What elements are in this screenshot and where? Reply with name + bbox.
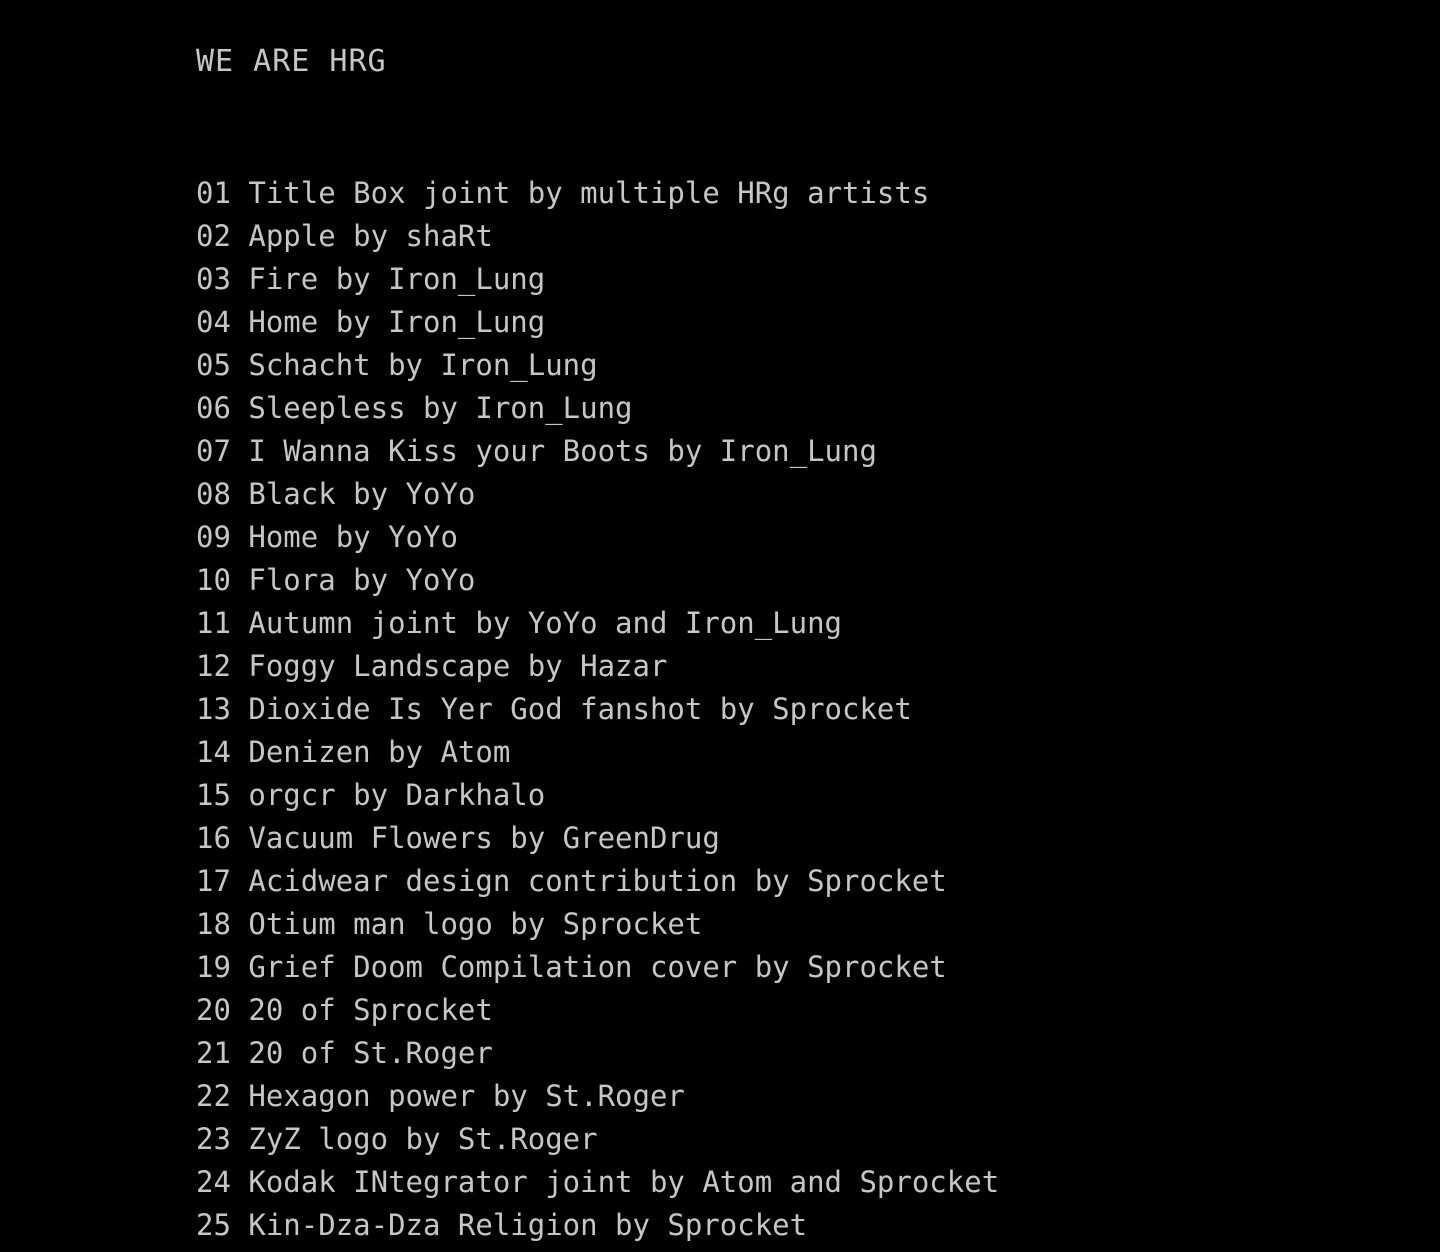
list-item-label: Vacuum Flowers by GreenDrug (248, 821, 720, 855)
list-item-label: Autumn joint by YoYo and Iron_Lung (248, 606, 843, 640)
list-item-label: orgcr by Darkhalo (248, 778, 546, 812)
list-item (196, 344, 999, 387)
list-item-label: 20 of Sprocket (248, 993, 493, 1027)
list-item-number: 15 (196, 778, 231, 812)
list-item (196, 559, 999, 602)
list-item-label: Sleepless by Iron_Lung (248, 391, 633, 425)
list-item (196, 688, 999, 731)
list-item-number: 24 (196, 1165, 231, 1199)
list-item (196, 473, 999, 516)
list-item-label: Denizen by Atom (248, 735, 511, 769)
credits-list (196, 172, 999, 1247)
list-item-number: 11 (196, 606, 231, 640)
list-item (196, 817, 999, 860)
list-item-label: Home by YoYo (248, 520, 458, 554)
list-item-number: 10 (196, 563, 231, 597)
list-item-number: 08 (196, 477, 231, 511)
list-item (196, 1075, 999, 1118)
list-item (196, 903, 999, 946)
list-item (196, 258, 999, 301)
list-item-number: 22 (196, 1079, 231, 1113)
list-item-label: Title Box joint by multiple HRg artists (248, 176, 930, 210)
list-item-number: 21 (196, 1036, 231, 1070)
list-item (196, 387, 999, 430)
list-item-label: Home by Iron_Lung (248, 305, 546, 339)
list-item (196, 1118, 999, 1161)
list-item-label: ZyZ logo by St.Roger (248, 1122, 598, 1156)
list-item-number: 19 (196, 950, 231, 984)
list-item-number: 14 (196, 735, 231, 769)
list-item-number: 04 (196, 305, 231, 339)
list-item (196, 645, 999, 688)
list-item-number: 05 (196, 348, 231, 382)
list-item-label: Black by YoYo (248, 477, 476, 511)
page-title: WE ARE HRG (196, 44, 387, 79)
list-item-label: 20 of St.Roger (248, 1036, 493, 1070)
list-item (196, 1204, 999, 1247)
list-item-label: Fire by Iron_Lung (248, 262, 546, 296)
list-item-label: Foggy Landscape by Hazar (248, 649, 668, 683)
list-item (196, 516, 999, 559)
list-item (196, 1161, 999, 1204)
list-item-number: 16 (196, 821, 231, 855)
list-item-number: 13 (196, 692, 231, 726)
list-item-label: Schacht by Iron_Lung (248, 348, 598, 382)
list-item (196, 860, 999, 903)
list-item-label: Grief Doom Compilation cover by Sprocket (248, 950, 947, 984)
list-item-label: Dioxide Is Yer God fanshot by Sprocket (248, 692, 912, 726)
list-item (196, 602, 999, 645)
list-item-label: Kodak INtegrator joint by Atom and Sprocket (248, 1165, 1000, 1199)
list-item-number: 02 (196, 219, 231, 253)
list-item-number: 12 (196, 649, 231, 683)
list-item-number: 17 (196, 864, 231, 898)
list-item-number: 06 (196, 391, 231, 425)
list-item (196, 301, 999, 344)
list-item-label: Flora by YoYo (248, 563, 476, 597)
list-item (196, 215, 999, 258)
list-item (196, 946, 999, 989)
list-item-label: Hexagon power by St.Roger (248, 1079, 685, 1113)
list-item-number: 01 (196, 176, 231, 210)
list-item (196, 1032, 999, 1075)
list-item-number: 09 (196, 520, 231, 554)
list-item-number: 03 (196, 262, 231, 296)
list-item-label: Apple by shaRt (248, 219, 493, 253)
list-item-number: 25 (196, 1208, 231, 1242)
list-item-label: Otium man logo by Sprocket (248, 907, 703, 941)
list-item-number: 07 (196, 434, 231, 468)
list-item-label: Acidwear design contribution by Sprocket (248, 864, 947, 898)
list-item (196, 989, 999, 1032)
list-item-number: 18 (196, 907, 231, 941)
list-item-number: 23 (196, 1122, 231, 1156)
list-item-label: I Wanna Kiss your Boots by Iron_Lung (248, 434, 877, 468)
list-item (196, 774, 999, 817)
list-item (196, 731, 999, 774)
list-item (196, 430, 999, 473)
list-item-number: 20 (196, 993, 231, 1027)
list-item (196, 172, 999, 215)
list-item-label: Kin-Dza-Dza Religion by Sprocket (248, 1208, 808, 1242)
